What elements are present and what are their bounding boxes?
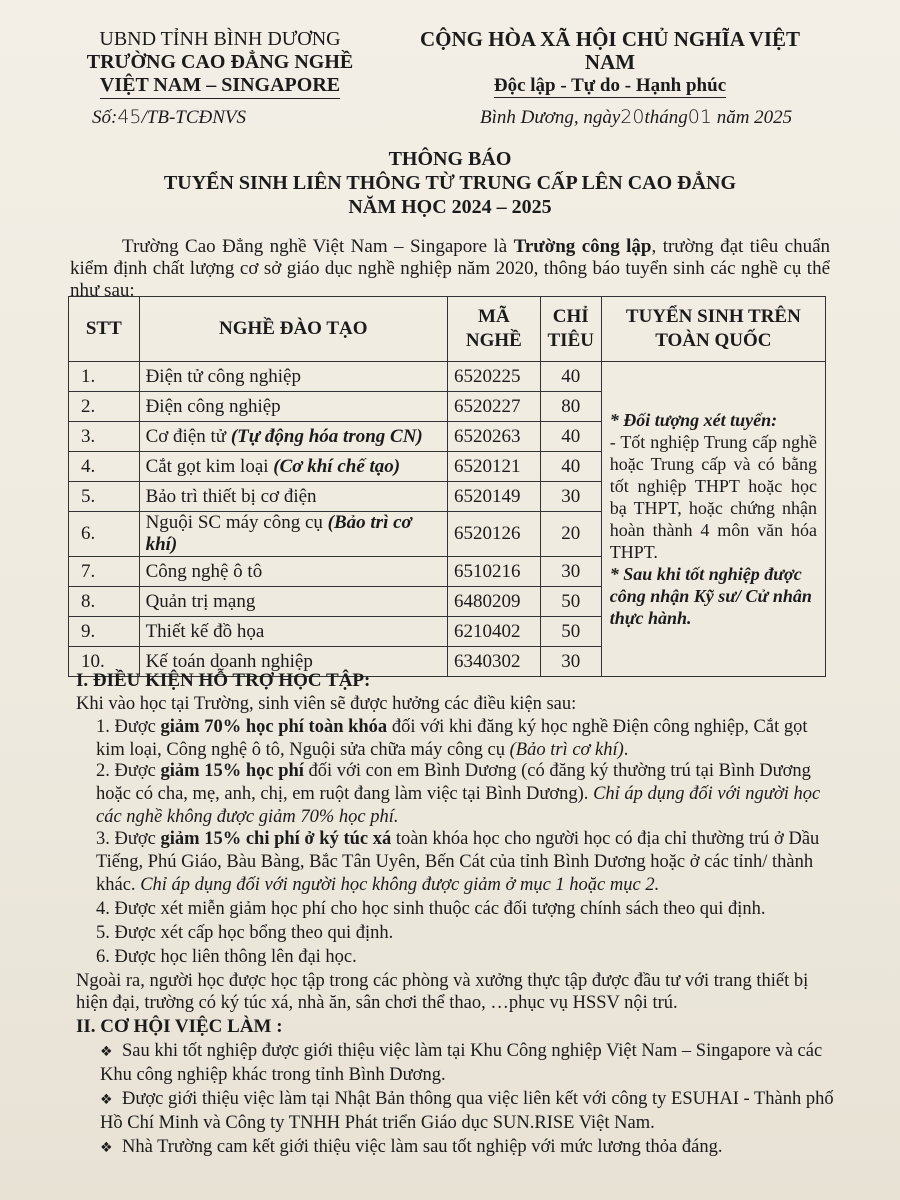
notice-school-year: NĂM HỌC 2024 – 2025 — [348, 196, 552, 218]
item-text: 1. Được — [96, 717, 161, 737]
national-motto: Độc lập - Tự do - Hạnh phúc — [493, 75, 727, 96]
item-text: 2. Được — [96, 761, 161, 781]
program-name-italic: (Bảo trì cơ khí) — [145, 512, 412, 555]
row-quota: 50 — [540, 587, 601, 617]
intro-text-b: , trường đạt tiêu chuẩn kiểm định chất lượng cơ sở giáo dục nghề nghiệp năm 2020, thông báo tuyển sinh các nghề cụ thể như sau: — [70, 236, 831, 301]
diamond-bullet-icon: ❖ — [100, 1044, 113, 1060]
item-bold: giảm 15% học phí — [160, 761, 304, 781]
row-program-name — [139, 362, 447, 392]
date-place: Bình Dương, ngày — [480, 107, 621, 128]
note-degree: * Sau khi tốt nghiệp được công nhận Kỹ sư/ Cử nhân thực hành. — [609, 564, 812, 628]
date-month-word: tháng — [644, 107, 688, 128]
date-month: 01 — [687, 106, 712, 128]
programs-table — [68, 296, 826, 677]
bullet-text: Nhà Trường cam kết giới thiệu việc làm sau tốt nghiệp với mức lương thỏa đáng. — [122, 1137, 723, 1157]
row-quota: 20 — [540, 512, 601, 557]
row-program-code: 6520121 — [448, 452, 541, 482]
row-program-name — [139, 482, 447, 512]
date-year: năm 2025 — [716, 107, 793, 128]
national-header — [395, 28, 825, 98]
support-item-5: 5. Được xét cấp học bổng theo qui định. — [96, 923, 394, 943]
program-name-text: Điện tử công nghiệp — [145, 365, 301, 387]
section1-heading: I. ĐIỀU KIỆN HỖ TRỢ HỌC TẬP: — [76, 670, 371, 691]
program-name-text: Công nghệ ô tô — [145, 560, 263, 582]
section1-lead: Khi vào học tại Trường, sinh viên sẽ được hưởng các điều kiện sau: — [76, 694, 577, 714]
row-quota: 50 — [540, 617, 601, 647]
doc-number-value: 45 — [117, 106, 142, 128]
table-row — [69, 362, 826, 392]
row-stt: 10. — [69, 647, 140, 677]
item-text: toàn khóa học cho người học có địa chỉ thường trú ở Dầu Tiếng, Phú Giáo, Bàu Bàng, Bắc Tân Uyên, Bến Cát của tỉnh Bình Dương hoặc ở các tỉnh/ thành khác. — [96, 829, 820, 895]
item-text: đối với con em Bình Dương (có đăng ký thường trú tại Bình Dương hoặc có cha, mẹ, anh, chị, em ruột đang làm việc tại Bình Dương). — [96, 761, 811, 804]
header-enrollment: TUYỂN SINH TRÊN TOÀN QUỐC — [601, 297, 825, 362]
header-code: MÃ NGHỀ — [448, 297, 541, 362]
row-stt: 8. — [69, 587, 140, 617]
row-program-code: 6520227 — [448, 392, 541, 422]
item-text: 3. Được — [96, 829, 161, 849]
program-name-italic: (Tự động hóa trong CN) — [230, 425, 423, 447]
row-program-code: 6520263 — [448, 422, 541, 452]
item-italic: Chỉ áp dụng đối với người học không được giảm ở mục 1 hoặc mục 2. — [140, 875, 660, 895]
row-program-name — [139, 587, 447, 617]
item-bold: giảm 15% chi phí ở ký túc xá — [160, 829, 392, 849]
row-program-name — [139, 422, 447, 452]
program-name-text: Cắt gọt kim loại — [145, 455, 274, 477]
support-item-1 — [96, 716, 836, 762]
row-program-code: 6340302 — [448, 647, 541, 677]
doc-number-suffix: /TB-TCĐNVS — [141, 107, 247, 128]
row-program-code: 6520225 — [448, 362, 541, 392]
header-stt: STT — [69, 297, 140, 362]
row-stt: 7. — [69, 557, 140, 587]
program-name-italic: (Cơ khí chế tạo) — [273, 455, 401, 477]
row-stt: 2. — [69, 392, 140, 422]
item-italic: (Bảo trì cơ khí) — [509, 740, 624, 760]
row-quota: 30 — [540, 482, 601, 512]
bullet-text: Được giới thiệu việc làm tại Nhật Bản thông qua việc liên kết với công ty ESUHAI - Thành phố Hồ Chí Minh và Công ty TNHH Phát triển Giáo dục SUN.RISE Việt Nam. — [100, 1089, 834, 1133]
job-bullet-1 — [100, 1040, 840, 1087]
row-quota: 40 — [540, 422, 601, 452]
dateline — [480, 106, 792, 129]
program-name-text: Quản trị mạng — [145, 590, 256, 612]
issuer-header — [60, 28, 380, 99]
program-name-text: Kế toán doanh nghiệp — [145, 650, 313, 672]
item-bold: giảm 70% học phí toàn khóa — [160, 717, 388, 737]
section1-closing: Ngoài ra, người học được học tập trong các phòng và xưởng thực tập được đầu tư với trang thiết bị hiện đại, trường có ký túc xá, nhà ăn, sân chơi thể thao, …phục vụ HSSV nội trú. — [76, 971, 809, 1013]
note-target-text: - Tốt nghiệp Trung cấp nghề hoặc Trung cấp và có bằng tốt nghiệp THPT hoặc học bạ THPT, hoặc chứng nhận hoàn thành 4 môn văn hóa THPT. — [609, 432, 817, 562]
item-italic: Chỉ áp dụng đối với người học các nghề không được giảm 70% học phí. — [96, 784, 821, 827]
support-item-3 — [96, 828, 836, 897]
intro-paragraph — [70, 236, 830, 302]
document-number — [92, 106, 246, 129]
row-program-code: 6510216 — [448, 557, 541, 587]
row-program-name — [139, 452, 447, 482]
row-quota: 30 — [540, 557, 601, 587]
notice-subtitle: TUYỂN SINH LIÊN THÔNG TỪ TRUNG CẤP LÊN CAO ĐẲNG — [163, 172, 737, 194]
bullet-text: Sau khi tốt nghiệp được giới thiệu việc làm tại Khu Công nghiệp Việt Nam – Singapore và các Khu công nghiệp khác trong tỉnh Bình Dương. — [100, 1041, 823, 1085]
diamond-bullet-icon: ❖ — [100, 1140, 113, 1156]
program-name-text: Bảo trì thiết bị cơ điện — [145, 485, 317, 507]
date-day: 20 — [620, 106, 645, 128]
row-program-code: 6480209 — [448, 587, 541, 617]
intro-bold: Trường công lập — [513, 236, 652, 257]
issuer-authority: UBND TỈNH BÌNH DƯƠNG — [99, 28, 341, 50]
issuer-school-line2: VIỆT NAM – SINGAPORE — [100, 74, 340, 99]
program-name-text: Điện công nghiệp — [145, 395, 281, 417]
job-bullet-2 — [100, 1088, 840, 1135]
note-target-label: * Đối tượng xét tuyển: — [609, 410, 778, 430]
program-name-text: Thiết kế đồ họa — [145, 620, 265, 642]
issuer-school-line1: TRƯỜNG CAO ĐẲNG NGHỀ — [86, 51, 354, 73]
row-stt: 3. — [69, 422, 140, 452]
row-quota: 80 — [540, 392, 601, 422]
program-name-text: Nguội SC máy công cụ — [145, 512, 328, 533]
row-program-name — [139, 392, 447, 422]
row-stt: 5. — [69, 482, 140, 512]
intro-text-a: Trường Cao Đẳng nghề Việt Nam – Singapore là — [122, 236, 508, 257]
row-program-name — [139, 557, 447, 587]
job-bullet-3 — [100, 1136, 840, 1160]
header-quota: CHỈ TIÊU — [540, 297, 601, 362]
table-header-row — [69, 297, 826, 362]
program-name-text: Cơ điện tử — [145, 425, 231, 447]
diamond-bullet-icon: ❖ — [100, 1092, 113, 1108]
notice-title: THÔNG BÁO — [388, 148, 512, 170]
section2-heading: II. CƠ HỘI VIỆC LÀM : — [76, 1016, 283, 1037]
row-stt: 6. — [69, 512, 140, 557]
row-quota: 40 — [540, 362, 601, 392]
row-quota: 30 — [540, 647, 601, 677]
row-stt: 4. — [69, 452, 140, 482]
row-program-code: 6520126 — [448, 512, 541, 557]
row-program-name — [139, 512, 447, 557]
row-quota: 40 — [540, 452, 601, 482]
national-title: CỘNG HÒA XÃ HỘI CHỦ NGHĨA VIỆT NAM — [420, 27, 800, 74]
support-item-6: 6. Được học liên thông lên đại học. — [96, 947, 357, 967]
enrollment-note — [601, 362, 825, 677]
row-stt: 9. — [69, 617, 140, 647]
item-text: . — [623, 740, 629, 760]
row-program-name — [139, 617, 447, 647]
item-text: đối với khi đăng ký học nghề Điện công nghiệp, Cắt gọt kim loại, Công nghệ ô tô, Nguội sửa chữa máy công cụ — [96, 717, 808, 760]
header-program: NGHỀ ĐÀO TẠO — [139, 297, 447, 362]
row-stt: 1. — [69, 362, 140, 392]
table-body — [69, 362, 826, 677]
doc-number-prefix: Số: — [92, 107, 118, 128]
row-program-code: 6210402 — [448, 617, 541, 647]
support-item-2 — [96, 760, 836, 829]
row-program-code: 6520149 — [448, 482, 541, 512]
support-item-4: 4. Được xét miễn giảm học phí cho học sinh thuộc các đối tượng chính sách theo qui định. — [96, 899, 766, 919]
